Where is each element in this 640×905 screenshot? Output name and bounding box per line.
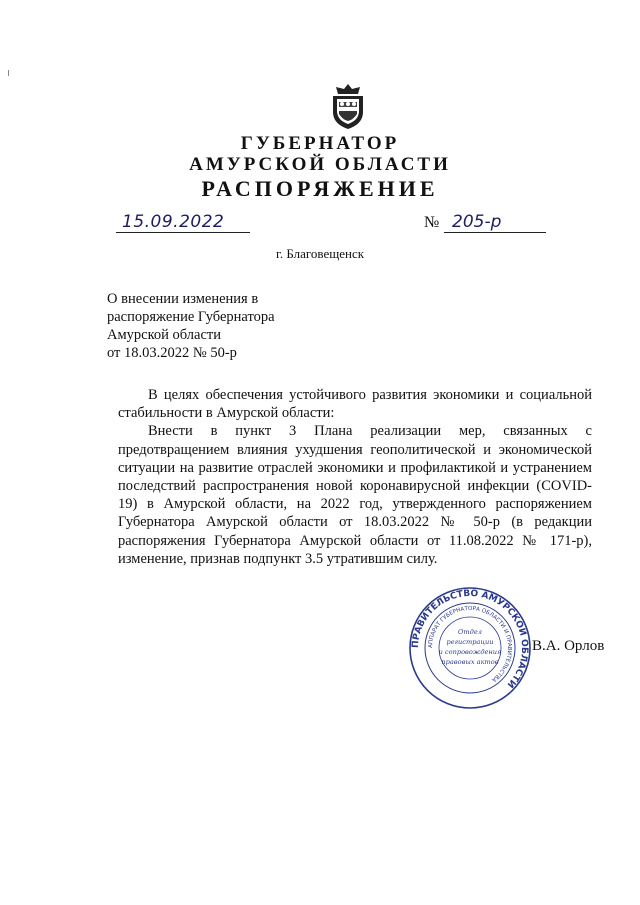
official-stamp xyxy=(408,586,532,710)
body-paragraph: Внести в пункт 3 Плана реализации мер, связанных с предотвращением влияния ухудшения геополитической и экономической ситуации на развитие отраслей экономики и профилактикой и устранением последствий распространения новой коронавирусной инфекции (COVID-19) в Амурской области, на 2022 год, утвержденного распоряжением Губернатора Амурской области от 18.03.2022 № 50-р (в редакции распоряжения Губернатора Амурской области от 11.08.2022 № 171-р), изменение, признав подпункт 3.5 утратившим силу. xyxy=(118,423,592,567)
date-underline xyxy=(116,232,250,233)
subject-line: О внесении изменения в xyxy=(107,291,259,307)
stamp-center-line: регистрации xyxy=(446,638,494,646)
document-subject xyxy=(107,290,275,362)
stamp-center-line: и сопровождения xyxy=(438,648,502,656)
subject-line: Амурской области xyxy=(107,327,221,343)
number-handwritten: 205-р xyxy=(452,212,502,232)
scan-mark xyxy=(8,70,9,76)
signatory-name: В.А. Орлов xyxy=(532,638,605,654)
document-type: РАСПОРЯЖЕНИЕ xyxy=(201,176,439,201)
subject-line: распоряжение Губернатора xyxy=(107,309,275,325)
coat-of-arms-icon xyxy=(328,84,368,130)
stamp-outer-text: ПРАВИТЕЛЬСТВО АМУРСКОЙ ОБЛАСТИ xyxy=(410,588,530,690)
number-label: № xyxy=(424,214,440,231)
body-paragraph: В целях обеспечения устойчивого развития экономики и социальной стабильности в Амурской области: xyxy=(118,387,592,422)
header-title-line2: АМУРСКОЙ ОБЛАСТИ xyxy=(189,154,451,175)
stamp-center-line: правовых актов xyxy=(441,658,499,666)
city: г. Благовещенск xyxy=(275,246,365,261)
subject-line: от 18.03.2022 № 50-р xyxy=(107,345,237,361)
number-underline xyxy=(444,232,546,233)
header-title-line1: ГУБЕРНАТОР xyxy=(240,133,400,154)
date-handwritten: 15.09.2022 xyxy=(122,212,225,232)
stamp-inner-text: АППАРАТ ГУБЕРНАТОРА ОБЛАСТИ И ПРАВИТЕЛЬСТВА xyxy=(427,605,513,683)
document-body xyxy=(118,386,592,568)
stamp-center-line: Отдел xyxy=(458,628,482,636)
